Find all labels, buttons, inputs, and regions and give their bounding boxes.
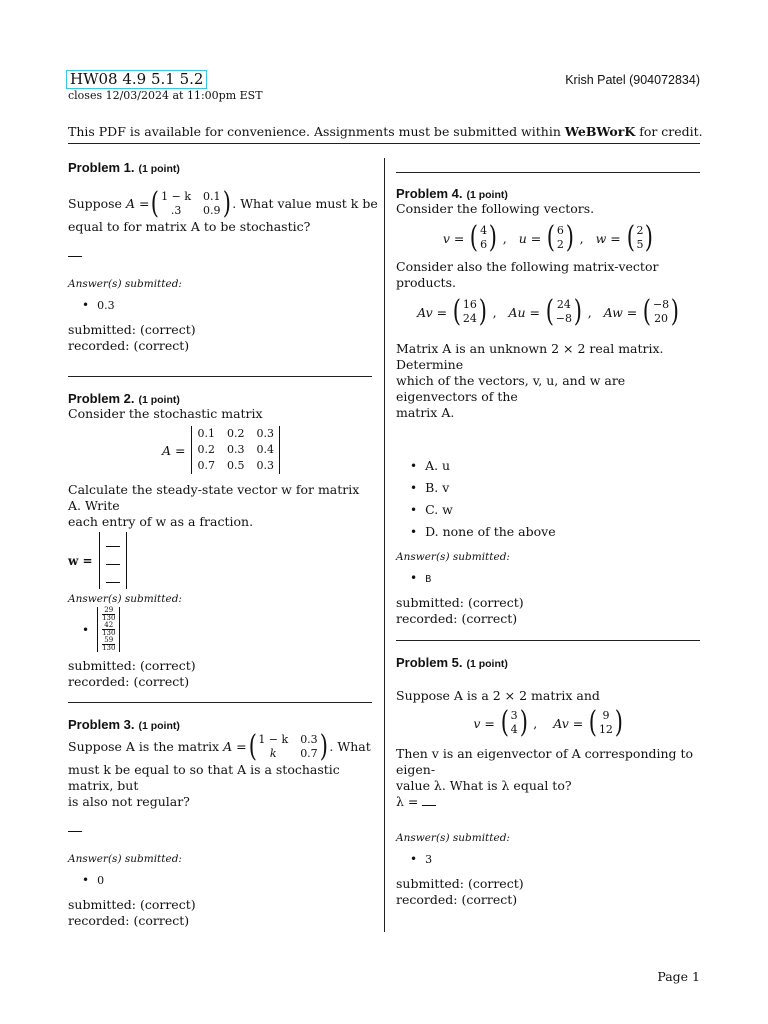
submitted-status: submitted: (correct): [396, 595, 524, 610]
notice-brand: WeBWorK: [564, 124, 636, 139]
problem-4: [396, 186, 702, 627]
problem-1-statement: Suppose A = ( 1 − k 0.1 .3 0.9 ) . What value must k be: [68, 186, 378, 221]
problem-4-text-2: which of the vectors, v, u, and w are eigenvectors of the: [396, 373, 626, 404]
problem-3-text-2: must k be equal to so that A is a stochastic matrix, but: [68, 762, 340, 793]
vectors-row: v = ( 3 4 ) , Av = ( 9 12 ): [473, 705, 623, 740]
recorded-status: recorded: (correct): [396, 892, 518, 907]
header-divider: [68, 143, 700, 144]
problem-5-title: Problem 5. (1 point): [396, 655, 508, 670]
problem-4-title: Problem 4. (1 point): [396, 186, 508, 201]
stochastic-matrix: 0.1 0.2 0.3 0.2 0.3 0.4 0.7 0.5 0.3: [191, 426, 280, 474]
notice-suffix: for credit.: [639, 124, 703, 139]
answer-blank[interactable]: [68, 248, 82, 257]
recorded-status: recorded: (correct): [68, 913, 190, 928]
answer-blank[interactable]: [68, 823, 82, 832]
answers-submitted-label: Answer(s) submitted:: [396, 832, 510, 844]
problem-2-text-1: Calculate the steady-state vector w for matrix A. Write: [68, 482, 360, 513]
matrix-a-display: A = 0.1 0.2 0.3 0.2 0.3 0.4 0.7 0.5 0.3: [68, 426, 374, 474]
w-vector-input: w =: [68, 532, 374, 589]
vectors-row: v = ( 4 6 ) , u = ( 6 2 ) , w = ( 2 5 ): [442, 220, 654, 255]
submitted-status: submitted: (correct): [68, 658, 196, 673]
matrix-a: ( 1 − k 0.1 .3 0.9 ): [151, 186, 231, 221]
problem-2: [68, 391, 374, 690]
matrix-a: ( 1 − k 0.3 k 0.7 ): [248, 729, 328, 764]
recorded-status: recorded: (correct): [68, 338, 190, 353]
problem-2-title: Problem 2. (1 point): [68, 391, 180, 406]
answers-submitted-label: Answer(s) submitted:: [68, 853, 182, 865]
submitted-answer: • 0.3: [82, 298, 374, 312]
assignment-title[interactable]: HW08 4.9 5.1 5.2: [66, 70, 207, 89]
problem-5-text-2: value λ. What is λ equal to?: [396, 778, 572, 793]
problem-divider: [396, 640, 700, 641]
submitted-answer: • 3: [410, 852, 702, 866]
column-divider: [384, 158, 385, 932]
page-number: Page 1: [657, 969, 700, 984]
problem-3-statement: Suppose A is the matrix A = ( 1 − k 0.3 k 0.7 ) . What: [68, 729, 371, 764]
due-date: closes 12/03/2024 at 11:00pm EST: [68, 89, 263, 102]
problem-3: [68, 717, 374, 929]
student-name: Krish Patel (904072834): [565, 73, 700, 87]
problem-1-statement-line2: equal to for matrix A to be stochastic?: [68, 219, 311, 234]
recorded-status: recorded: (correct): [396, 611, 518, 626]
products-row: Av = ( 16 24 ) , Au = ( 24 −8 ) , Aw = ( −8 20 ): [417, 294, 680, 329]
problem-1-title: Problem 1. (1 point): [68, 160, 180, 175]
submitted-answer: • 0: [82, 873, 374, 887]
lambda-input-row: λ =: [396, 794, 702, 810]
problem-4-text-1: Matrix A is an unknown 2 × 2 real matrix. Determine: [396, 341, 664, 372]
problem-1: [68, 160, 378, 354]
problem-divider: [68, 376, 372, 377]
recorded-status: recorded: (correct): [68, 674, 190, 689]
submitted-answer: • 29 130 42 130 59 130: [82, 607, 374, 652]
option-b[interactable]: • B. v: [410, 477, 702, 499]
answer-blank[interactable]: [106, 538, 120, 547]
problem-divider: [396, 172, 700, 173]
submitted-answer: • B: [410, 571, 702, 585]
problem-4-intro-2: Consider also the following matrix-vector products.: [396, 259, 659, 290]
answer-blank[interactable]: [422, 797, 436, 806]
submitted-status: submitted: (correct): [68, 322, 196, 337]
problem-4-intro: Consider the following vectors.: [396, 201, 595, 216]
answer-blank[interactable]: [106, 556, 120, 565]
problem-divider: [68, 702, 372, 703]
problem-2-text-2: each entry of w as a fraction.: [68, 514, 254, 529]
options-list: [410, 455, 702, 543]
problem-5: [396, 655, 702, 908]
option-a[interactable]: • A. u: [410, 455, 702, 477]
notice-prefix: This PDF is available for convenience. Assignments must be submitted within: [68, 124, 561, 139]
answer-blank[interactable]: [106, 574, 120, 583]
submitted-status: submitted: (correct): [396, 876, 524, 891]
problem-5-intro: Suppose A is a 2 × 2 matrix and: [396, 688, 600, 703]
submitted-status: submitted: (correct): [68, 897, 196, 912]
answers-submitted-label: Answer(s) submitted:: [68, 593, 182, 605]
answers-submitted-label: Answer(s) submitted:: [68, 278, 182, 290]
problem-3-title: Problem 3. (1 point): [68, 717, 180, 732]
option-d[interactable]: • D. none of the above: [410, 521, 702, 543]
problem-3-text-3: is also not regular?: [68, 794, 190, 809]
problem-2-intro: Consider the stochastic matrix: [68, 406, 263, 421]
option-c[interactable]: • C. w: [410, 499, 702, 521]
problem-4-text-3: matrix A.: [396, 405, 455, 420]
problem-5-text-1: Then v is an eigenvector of A corresponding to eigen-: [396, 746, 694, 777]
notice-text: [68, 124, 703, 139]
answers-submitted-label: Answer(s) submitted:: [396, 551, 510, 563]
